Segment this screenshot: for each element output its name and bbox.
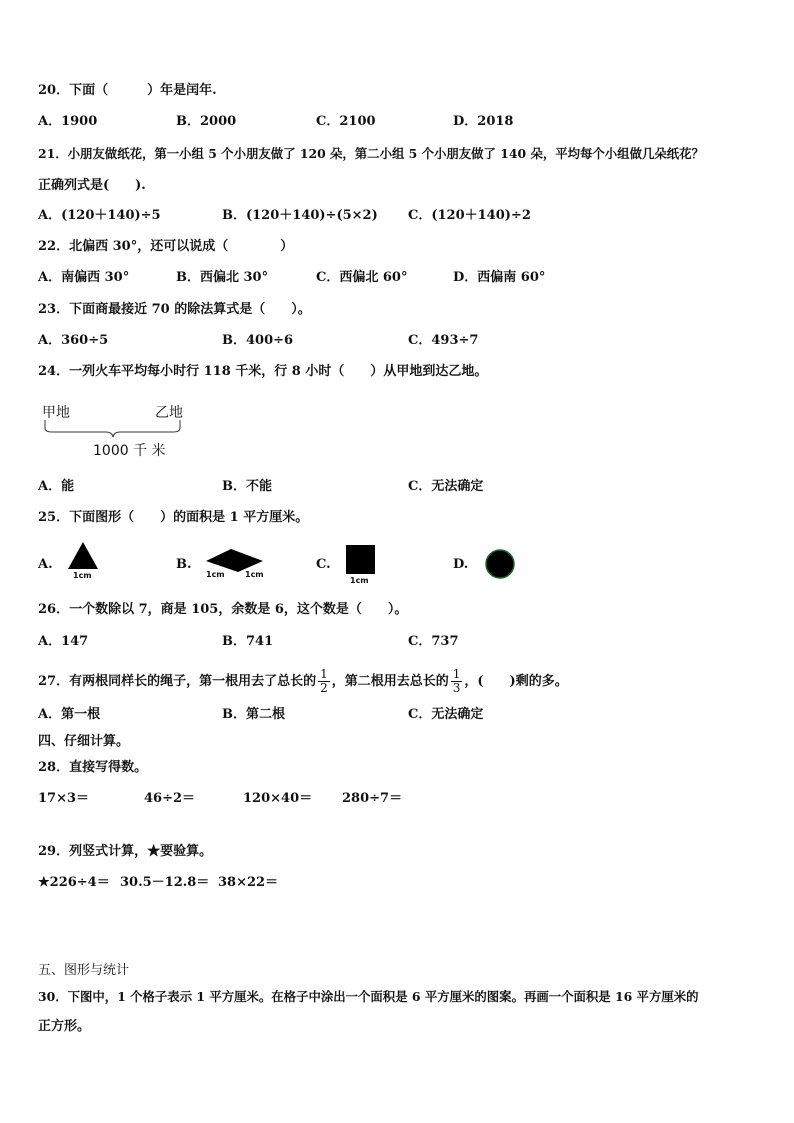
q29-item: ★226÷4＝ bbox=[38, 875, 110, 890]
q27-option-a: A．第一根 bbox=[38, 707, 101, 722]
triangle-side-label: 1cm bbox=[73, 571, 92, 580]
q26-option-b: B．741 bbox=[222, 634, 274, 649]
q27-stem-part2: ，第二根用去总长的 bbox=[331, 674, 449, 689]
fraction-one-third bbox=[451, 668, 463, 695]
q25-option-c: C. bbox=[316, 557, 331, 572]
q26-stem: 26．一个数除以 7，商是 105，余数是 6，这个数是（ ）。 bbox=[38, 602, 408, 617]
q20-option-b: B．2000 bbox=[176, 114, 237, 129]
diagram-start-label: 甲地 bbox=[42, 405, 70, 421]
q30-stem: 30．下图中，1 个格子表示 1 平方厘米。在格子中涂出一个面积是 6 平方厘米的图案。再画一个面积是 16 平方厘米的 bbox=[38, 989, 699, 1004]
q22-option-d: D．西偏南 60° bbox=[453, 270, 546, 285]
q27-stem-part1: 27．有两根同样长的绳子，第一根用去了总长的 bbox=[38, 674, 317, 689]
q21-option-c: C．(120＋140)÷2 bbox=[408, 208, 531, 223]
diagram-distance-label: 1000 千 米 bbox=[93, 443, 166, 459]
q23-option-a: A．360÷5 bbox=[38, 333, 109, 348]
q21-stem: 21．小朋友做纸花，第一小组 5 个小朋友做了 120 朵，第二小组 5 个小朋友做了 140 朵，平均每个小组做几朵纸花？ bbox=[38, 146, 704, 161]
q25-option-b: B. bbox=[176, 557, 192, 572]
fraction-one-half bbox=[318, 668, 330, 695]
fraction-denominator: 3 bbox=[452, 681, 461, 695]
q21-stem-continued: 正确列式是( ). bbox=[38, 178, 146, 193]
q20-option-c: C．2100 bbox=[316, 114, 376, 129]
q28-item: 46÷2＝ bbox=[144, 791, 196, 806]
q26-option-c: C．737 bbox=[408, 634, 459, 649]
q28-stem: 28．直接写得数。 bbox=[38, 760, 148, 775]
triangle-shape bbox=[67, 542, 99, 570]
q25-stem: 25．下面图形（ ）的面积是 1 平方厘米。 bbox=[38, 510, 309, 525]
q22-option-c: C．西偏北 60° bbox=[316, 270, 408, 285]
section-five-title: 五、图形与统计 bbox=[38, 963, 130, 978]
q30-stem-continued: 正方形。 bbox=[38, 1019, 91, 1034]
rhombus-side-label-right: 1cm bbox=[245, 570, 264, 579]
q22-stem: 22．北偏西 30°，还可以说成（ ） bbox=[38, 239, 294, 254]
q21-option-a: A．(120＋140)÷5 bbox=[38, 208, 161, 223]
fraction-numerator: 1 bbox=[320, 667, 328, 681]
square-shape bbox=[346, 545, 376, 575]
q28-item: 17×3＝ bbox=[38, 791, 90, 806]
fraction-denominator: 2 bbox=[320, 681, 328, 695]
q25-option-a: A. bbox=[38, 557, 53, 572]
q24-stem: 24．一列火车平均每小时行 118 千米，行 8 小时（ ）从甲地到达乙地。 bbox=[38, 364, 488, 379]
q24-option-a: A．能 bbox=[38, 479, 75, 494]
q20-option-a: A．1900 bbox=[38, 114, 98, 129]
q27-stem bbox=[38, 668, 568, 695]
diagram-end-label: 乙地 bbox=[155, 405, 183, 421]
q20-stem: 20．下面（ ）年是闰年. bbox=[38, 83, 217, 98]
q21-option-b: B．(120＋140)÷(5×2) bbox=[222, 208, 378, 223]
q24-option-c: C．无法确定 bbox=[408, 479, 484, 494]
section-four-title: 四、仔细计算。 bbox=[38, 734, 130, 749]
square-side-label: 1cm bbox=[350, 576, 369, 585]
q26-option-a: A．147 bbox=[38, 634, 89, 649]
q20-option-d: D．2018 bbox=[453, 114, 514, 129]
q23-option-c: C．493÷7 bbox=[408, 333, 479, 348]
q22-option-b: B．西偏北 30° bbox=[176, 270, 269, 285]
q29-item: 30.5－12.8＝ bbox=[120, 875, 210, 890]
q22-option-a: A．南偏西 30° bbox=[38, 270, 130, 285]
q28-item: 120×40＝ bbox=[243, 791, 313, 806]
q23-stem: 23．下面商最接近 70 的除法算式是（ ）。 bbox=[38, 302, 311, 317]
q27-stem-part3: ，( )剩的多。 bbox=[464, 674, 568, 689]
q24-option-b: B．不能 bbox=[222, 479, 272, 494]
q29-item: 38×22＝ bbox=[218, 875, 279, 890]
q28-item: 280÷7＝ bbox=[342, 791, 403, 806]
q27-option-c: C．无法确定 bbox=[408, 707, 484, 722]
fraction-numerator: 1 bbox=[452, 667, 461, 681]
rhombus-side-label-left: 1cm bbox=[206, 570, 225, 579]
q23-option-b: B．400÷6 bbox=[222, 333, 294, 348]
q27-option-b: B．第二根 bbox=[222, 707, 285, 722]
q29-stem: 29．列竖式计算，★要验算。 bbox=[38, 844, 213, 859]
q25-option-d: D. bbox=[453, 557, 469, 572]
circle-shape bbox=[484, 548, 516, 580]
distance-diagram bbox=[40, 398, 200, 462]
